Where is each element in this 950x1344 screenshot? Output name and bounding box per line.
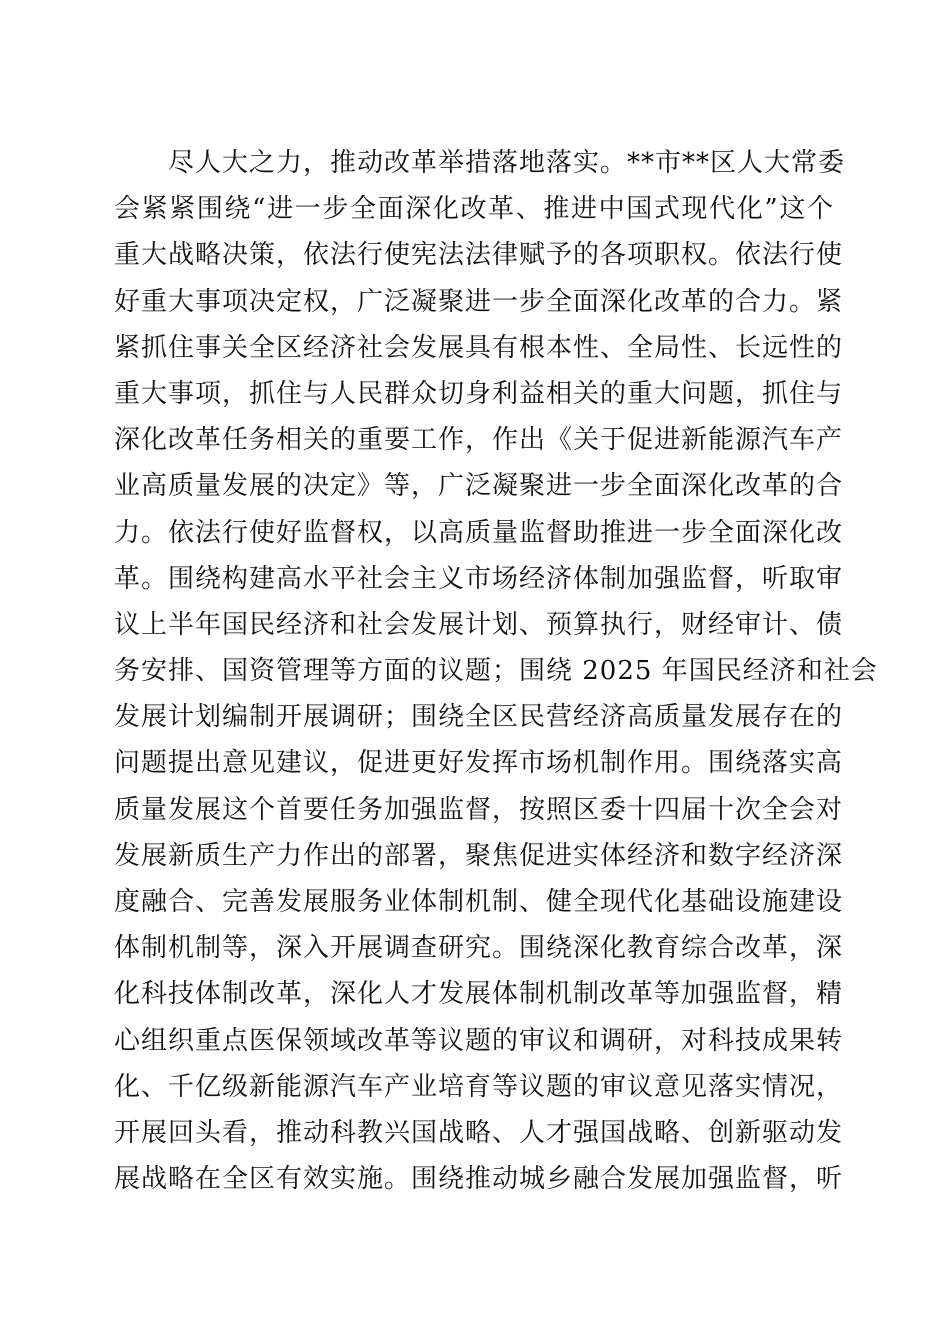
paragraph-line: 议上半年国民经济和社会发展计划、预算执行，财经审计、债 — [114, 609, 844, 640]
paragraph-line: 质量发展这个首要任务加强监督，按照区委十四届十次全会对 — [114, 794, 844, 825]
paragraph-line: 化、千亿级新能源汽车产业培育等议题的审议意见落实情况， — [114, 1071, 844, 1102]
paragraph-line: 展战略在全区有效实施。围绕推动城乡融合发展加强监督，听 — [114, 1164, 844, 1195]
paragraph-line: 问题提出意见建议，促进更好发挥市场机制作用。围绕落实高 — [114, 748, 844, 779]
paragraph-line: 深化改革任务相关的重要工作，作出《关于促进新能源汽车产 — [114, 425, 844, 456]
paragraph-line: 心组织重点医保领域改革等议题的审议和调研，对科技成果转 — [114, 1025, 844, 1056]
paragraph-line: 体制机制等，深入开展调查研究。围绕深化教育综合改革，深 — [114, 933, 844, 964]
paragraph-line: 务安排、国资管理等方面的议题；围绕 2025 年国民经济和社会 — [114, 656, 878, 687]
paragraph-line: 化科技体制改革，深化人才发展体制机制改革等加强监督，精 — [114, 979, 844, 1010]
paragraph-line: 重大事项，抓住与人民群众切身利益相关的重大问题，抓住与 — [114, 378, 844, 409]
paragraph-line: 度融合、完善发展服务业体制机制、健全现代化基础设施建设 — [114, 887, 844, 917]
body-paragraph — [114, 140, 878, 1202]
paragraph-line: 开展回头看，推动科教兴国战略、人才强国战略、创新驱动发 — [114, 1117, 844, 1148]
paragraph-line: 尽人大之力，推动改革举措落地落实。**市**区人大常委 — [114, 148, 846, 178]
paragraph-line: 重大战略决策，依法行使宪法法律赋予的各项职权。依法行使 — [114, 240, 844, 271]
paragraph-line: 业高质量发展的决定》等，广泛凝聚进一步全面深化改革的合 — [114, 471, 844, 502]
paragraph-line: 发展新质生产力作出的部署，聚焦促进实体经济和数字经济深 — [114, 840, 844, 871]
paragraph-line: 好重大事项决定权，广泛凝聚进一步全面深化改革的合力。紧 — [114, 286, 844, 317]
paragraph-line: 力。依法行使好监督权，以高质量监督助推进一步全面深化改 — [114, 517, 844, 548]
paragraph-line: 发展计划编制开展调研；围绕全区民营经济高质量发展存在的 — [114, 702, 844, 733]
paragraph-line: 革。围绕构建高水平社会主义市场经济体制加强监督，听取审 — [114, 563, 844, 594]
paragraph-line: 会紧紧围绕“进一步全面深化改革、推进中国式现代化”这个 — [114, 194, 834, 225]
paragraph-line: 紧抓住事关全区经济社会发展具有根本性、全局性、长远性的 — [114, 332, 844, 363]
